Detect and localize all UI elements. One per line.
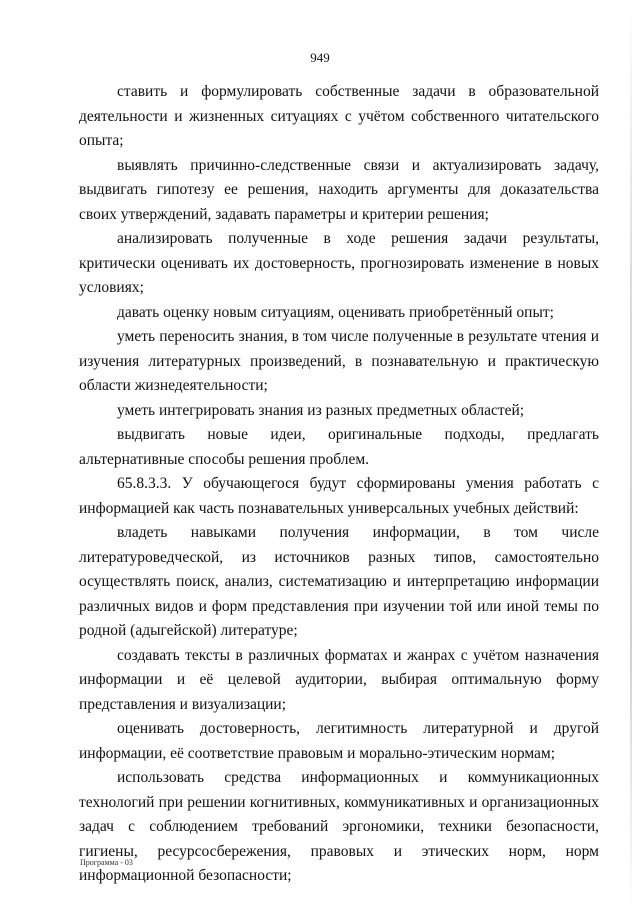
paragraph: выдвигать новые идеи, оригинальные подходы, предлагать альтернативные способы решения проблем. <box>79 426 599 468</box>
paragraph: выявлять причинно-следственные связи и актуализировать задачу, выдвигать гипотезу ее решения, находить аргументы для доказательства своих утверждений, задавать параметры и критерии решения; <box>79 156 599 223</box>
paragraph: анализировать полученные в ходе решения задачи результаты, критически оценивать их достоверность, прогнозировать изменение в новых условиях; <box>79 230 599 296</box>
paragraph: владеть навыками получения информации, в том числе литературоведческой, из источников разных типов, самостоятельно осуществлять поиск, анализ, систематизацию и интерпретацию информации различных видов и форм представления при изучении той или иной темы по родной (адыгейской) литературе; <box>79 524 599 639</box>
paragraph: оценивать достоверность, легитимность литературной и другой информации, её соответствие правовым и морально-этическим нормам; <box>79 720 599 762</box>
paragraph: использовать средства информационных и коммуникационных технологий при решении когнитивных, коммуникативных и организационных задач с соблюдением требований эргономики, техники безопасности, гигиены, ресурсосбережения, правовых и этических норм, норм информационной безопасности; <box>79 769 599 884</box>
scan-edge-shadow <box>630 0 632 915</box>
paragraph: уметь переносить знания, в том числе полученные в результате чтения и изучения литературных произведений, в познавательную и практическую области жизнедеятельности; <box>79 328 599 394</box>
paragraph: создавать тексты в различных форматах и жанрах с учётом назначения информации и её целевой аудитории, выбирая оптимальную форму представления и визуализации; <box>79 646 599 713</box>
section-heading-paragraph: 65.8.3.3. У обучающегося будут сформированы умения работать с информацией как часть познавательных универсальных учебных действий: <box>79 475 599 517</box>
document-body <box>79 80 599 889</box>
paragraph: ставить и формулировать собственные задачи в образовательной деятельности и жизненных ситуациях с учётом собственного читательского опыта; <box>79 83 599 149</box>
paragraph: давать оценку новым ситуациям, оценивать приобретённый опыт; <box>117 303 554 321</box>
footer-note: Программа - 03 <box>80 858 133 867</box>
paragraph: уметь интегрировать знания из разных предметных областей; <box>117 401 525 419</box>
page-number: 949 <box>310 50 330 65</box>
